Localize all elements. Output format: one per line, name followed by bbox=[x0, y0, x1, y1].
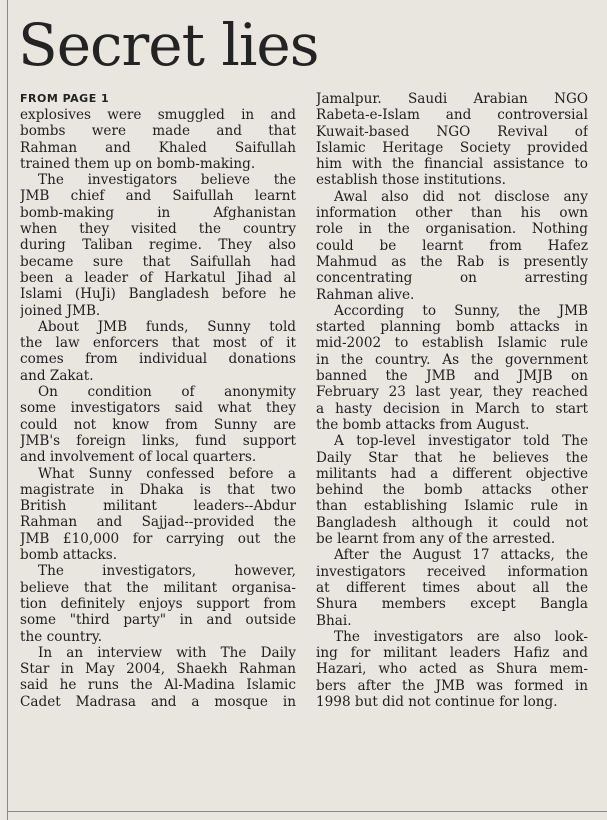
text-line: explosives were smuggled in and bbox=[20, 107, 296, 123]
article-column-2 bbox=[316, 91, 588, 710]
text-line: The investigators are also look- bbox=[334, 628, 588, 645]
text-line: and involvement of local quarters. bbox=[20, 449, 257, 466]
left-column-rule bbox=[7, 0, 8, 820]
text-line: bomb-making in Afghanistan bbox=[20, 204, 296, 221]
text-line: when they visited the country bbox=[20, 221, 296, 238]
article-column-1 bbox=[20, 91, 296, 710]
text-line: magistrate in Dhaka is that two bbox=[20, 481, 296, 498]
text-line: About JMB funds, Sunny told bbox=[38, 318, 296, 335]
text-line: JMB's foreign links, fund support bbox=[20, 432, 296, 449]
text-line: Rahman and Sajjad--provided the bbox=[20, 514, 296, 531]
text-line: said he runs the Al-Madina Islamic bbox=[20, 677, 296, 694]
text-line: bombs were made and that bbox=[20, 123, 296, 140]
text-line: establish those institutions. bbox=[316, 172, 506, 189]
text-line: bers after the JMB was formed in bbox=[316, 677, 588, 694]
text-line: in the country. As the government bbox=[316, 351, 588, 368]
text-line: Bangladesh although it could not bbox=[316, 514, 588, 531]
text-line: Jamalpur. Saudi Arabian NGO bbox=[316, 91, 588, 107]
text-line: Bhai. bbox=[316, 612, 352, 629]
text-line: What Sunny confessed before a bbox=[38, 465, 296, 482]
text-line: In an interview with The Daily bbox=[38, 644, 296, 661]
text-line: behind the bomb attacks other bbox=[316, 482, 588, 499]
headline: Secret lies bbox=[18, 11, 319, 79]
column-1-body bbox=[20, 107, 296, 710]
text-line: believe that the militant organisa- bbox=[20, 579, 296, 596]
text-line: Shura members except Bangla bbox=[316, 596, 588, 613]
text-line: and Zakat. bbox=[20, 367, 94, 384]
text-line: Daily Star that he believes the bbox=[316, 449, 588, 466]
text-line: joined JMB. bbox=[20, 302, 101, 319]
text-line: been a leader of Harkatul Jihad al bbox=[20, 269, 296, 286]
text-line: during Taliban regime. They also bbox=[20, 237, 296, 254]
text-line: mid-2002 to establish Islamic rule bbox=[316, 335, 588, 352]
text-line: trained them up on bomb-making. bbox=[20, 155, 256, 172]
text-line: JMB £10,000 for carrying out the bbox=[20, 530, 296, 547]
text-line: started planning bomb attacks in bbox=[316, 319, 588, 336]
text-line: Awal also did not disclose any bbox=[334, 188, 588, 205]
text-line: concentrating on arresting bbox=[316, 270, 588, 287]
text-line: JMB chief and Saifullah learnt bbox=[20, 188, 296, 205]
text-line: The investigators believe the bbox=[38, 172, 296, 189]
text-line: ing for militant leaders Hafiz and bbox=[316, 645, 588, 662]
text-line: role in the organisation. Nothing bbox=[316, 221, 588, 238]
text-line: him with the financial assistance to bbox=[316, 156, 588, 173]
text-line: A top-level investigator told The bbox=[334, 433, 588, 450]
text-line: Kuwait-based NGO Revival of bbox=[316, 123, 588, 140]
text-line: be learnt from any of the arrested. bbox=[316, 531, 556, 548]
text-line: The investigators, however, bbox=[38, 563, 296, 580]
text-line: some "third party" in and outside bbox=[20, 612, 296, 629]
text-line: information other than his own bbox=[316, 205, 588, 222]
text-line: the law enforcers that most of it bbox=[20, 335, 296, 352]
text-line: could not know from Sunny are bbox=[20, 416, 296, 433]
text-line: than establishing Islamic rule in bbox=[316, 498, 588, 515]
text-line: Islamic Heritage Society provided bbox=[316, 139, 588, 156]
text-line: the bomb attacks from August. bbox=[316, 416, 530, 433]
text-line: Rahman alive. bbox=[316, 286, 415, 303]
text-line: could be learnt from Hafez bbox=[316, 237, 588, 254]
text-line: Rabeta-e-Islam and controversial bbox=[316, 107, 588, 124]
column-2-body bbox=[316, 91, 588, 710]
text-line: February 23 last year, they reached bbox=[316, 384, 588, 401]
text-line: Islami (HuJi) Bangladesh before he bbox=[20, 286, 296, 303]
text-line: comes from individual donations bbox=[20, 351, 296, 368]
text-line: After the August 17 attacks, the bbox=[334, 547, 588, 564]
text-line: Hazari, who acted as Shura mem- bbox=[316, 661, 588, 678]
text-line: investigators received information bbox=[316, 563, 588, 580]
text-line: tion definitely enjoys support from bbox=[20, 595, 296, 612]
text-line: 1998 but did not continue for long. bbox=[316, 693, 558, 710]
text-line: bomb attacks. bbox=[20, 547, 118, 564]
kicker-from-page-1: FROM PAGE 1 bbox=[20, 92, 110, 105]
text-line: became sure that Saifullah had bbox=[20, 253, 296, 270]
text-line: Rahman and Khaled Saifullah bbox=[20, 139, 296, 156]
text-line: a hasty decision in March to start bbox=[316, 400, 588, 417]
text-line: Star in May 2004, Shaekh Rahman bbox=[20, 661, 296, 678]
text-line: at different times about all the bbox=[316, 579, 588, 596]
text-line: some investigators said what they bbox=[20, 400, 296, 417]
bottom-rule bbox=[7, 811, 607, 812]
text-line: British militant leaders--Abdur bbox=[20, 498, 296, 515]
text-line: banned the JMB and JMJB on bbox=[316, 368, 588, 385]
text-line: militants had a different objective bbox=[316, 465, 588, 482]
text-line: On condition of anonymity bbox=[38, 384, 296, 401]
text-line: Mahmud as the Rab is presently bbox=[316, 253, 588, 270]
text-line: Cadet Madrasa and a mosque in bbox=[20, 693, 296, 710]
text-line: the country. bbox=[20, 628, 103, 645]
text-line: According to Sunny, the JMB bbox=[334, 302, 588, 319]
